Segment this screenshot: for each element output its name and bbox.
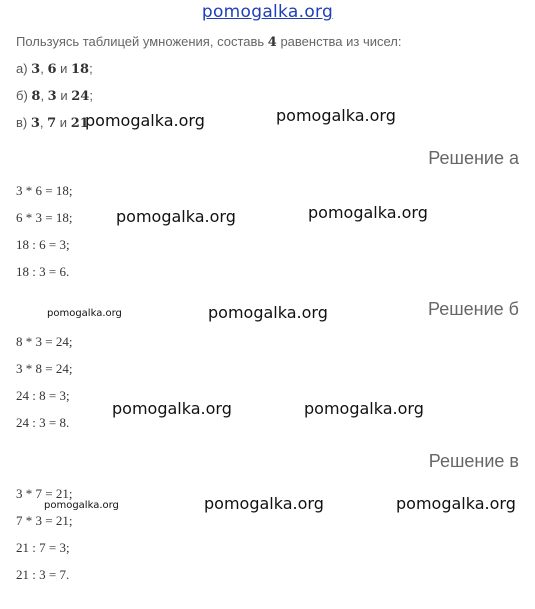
- number: 8: [31, 89, 41, 104]
- watermark: pomogalka.org: [204, 494, 324, 513]
- separator: ,: [40, 61, 48, 76]
- watermark: pomogalka.org: [396, 494, 516, 513]
- equation: 21 : 7 = 3;: [16, 540, 70, 555]
- watermark: pomogalka.org: [304, 399, 424, 418]
- equation: 18 : 3 = 6.: [16, 264, 70, 279]
- site-logo-watermark: pomogalka.org: [201, 2, 334, 22]
- prompt-text: Пользуясь таблицей умножения, составь: [16, 34, 268, 49]
- equation: 7 * 3 = 21;: [16, 513, 73, 528]
- equation: 3 * 7 = 21;: [16, 486, 73, 501]
- watermark: pomogalka.org: [276, 106, 396, 125]
- task-item-a: [16, 61, 93, 77]
- terminator: ;: [89, 61, 93, 76]
- equation: 24 : 3 = 8.: [16, 415, 70, 430]
- equation: 21 : 3 = 7.: [16, 567, 70, 582]
- task-item-c: [16, 115, 89, 131]
- solution-b-heading: Решение б: [428, 299, 519, 319]
- number: 24: [71, 89, 90, 104]
- terminator: ;: [89, 88, 93, 103]
- number: 3: [31, 62, 41, 77]
- equation: 18 : 6 = 3;: [16, 237, 70, 252]
- item-label: б): [16, 88, 32, 103]
- number: 3: [30, 116, 40, 131]
- task-prompt: [16, 34, 402, 50]
- prompt-number: 4: [267, 35, 277, 50]
- prompt-text-end: равенства из чисел:: [276, 34, 402, 49]
- number: 3: [47, 89, 57, 104]
- equation: 24 : 8 = 3;: [16, 388, 70, 403]
- conjunction: и: [56, 61, 71, 76]
- number: 7: [47, 116, 57, 131]
- watermark: pomogalka.org: [44, 500, 119, 511]
- task-item-b: [16, 88, 93, 104]
- conjunction: и: [56, 88, 72, 103]
- equation: 6 * 3 = 18;: [16, 210, 73, 225]
- separator: ,: [39, 115, 48, 130]
- watermark: pomogalka.org: [47, 308, 122, 319]
- equation: 3 * 6 = 18;: [16, 183, 73, 198]
- watermark: pomogalka.org: [208, 303, 328, 322]
- number: 21: [70, 116, 89, 131]
- item-label: а): [16, 61, 32, 76]
- equation: 8 * 3 = 24;: [16, 334, 73, 349]
- equation: 3 * 8 = 24;: [16, 361, 73, 376]
- number: 18: [71, 62, 90, 77]
- watermark: pomogalka.org: [112, 399, 232, 418]
- separator: ,: [40, 88, 48, 103]
- watermark: pomogalka.org: [85, 111, 205, 130]
- watermark: pomogalka.org: [308, 203, 428, 222]
- solution-a-heading: Решение а: [428, 148, 519, 168]
- conjunction: и: [56, 115, 71, 130]
- number: 6: [47, 62, 57, 77]
- watermark: pomogalka.org: [116, 207, 236, 226]
- item-label: в): [16, 115, 31, 130]
- solution-c-heading: Решение в: [428, 451, 519, 471]
